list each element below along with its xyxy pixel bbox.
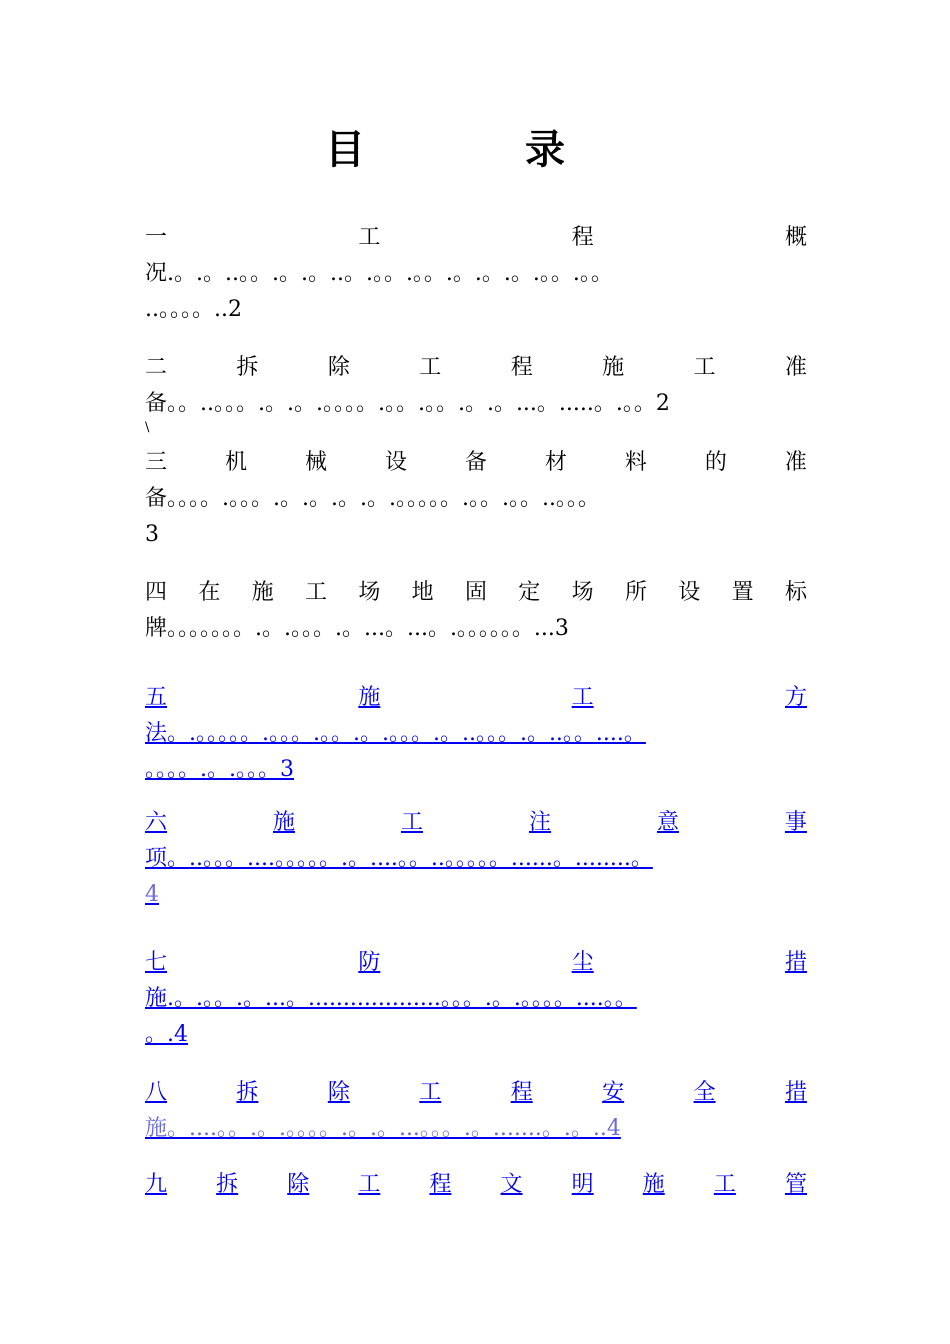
toc-entry-leader: 备。。。。.。。。.。.。.。.。.。。。。。.。。.。。..。。。 bbox=[145, 486, 600, 511]
heading-char: 的 bbox=[704, 450, 727, 475]
heading-char: 拆 bbox=[216, 1172, 239, 1197]
toc-entry-leader[interactable]: 项。..。。。....。。。。。.。....。。..。。。。。......。........。 bbox=[145, 846, 653, 871]
toc-entry bbox=[145, 350, 807, 422]
heading-char: 九 bbox=[145, 1172, 168, 1197]
toc-entry-link[interactable] bbox=[145, 1075, 807, 1147]
toc-entry-page[interactable]: 。。。。.。.。。。3 bbox=[145, 757, 294, 782]
heading-char: 材 bbox=[544, 450, 567, 475]
heading-char: 明 bbox=[571, 1172, 594, 1197]
heading-char: 全 bbox=[693, 1080, 716, 1105]
heading-char: 机 bbox=[224, 450, 247, 475]
toc-entry-heading bbox=[145, 220, 807, 256]
heading-char: 在 bbox=[198, 580, 221, 605]
heading-char: 措 bbox=[784, 1080, 807, 1105]
heading-char: 定 bbox=[518, 580, 541, 605]
heading-char: 地 bbox=[411, 580, 434, 605]
heading-char: 八 bbox=[145, 1080, 168, 1105]
toc-entry-heading[interactable] bbox=[145, 680, 807, 716]
toc-entry-leader: 牌。。。。。。。.。.。。。.。...。...。.。。。。。。...3 bbox=[145, 616, 569, 641]
toc-entry-heading[interactable] bbox=[145, 805, 807, 841]
heading-char: 械 bbox=[304, 450, 327, 475]
toc-entry-leader[interactable]: 施.。.。。.。...。...................。。。.。.。。。。....。。 bbox=[145, 986, 637, 1011]
heading-char: 备 bbox=[464, 450, 487, 475]
toc-entry-page[interactable]: 4 bbox=[145, 882, 159, 907]
heading-char: 措 bbox=[784, 950, 807, 975]
heading-char: 意 bbox=[656, 810, 679, 835]
heading-char: 施 bbox=[602, 355, 625, 380]
toc-entry-link[interactable] bbox=[145, 680, 807, 788]
heading-char: 工 bbox=[713, 1172, 736, 1197]
toc-entry-heading[interactable] bbox=[145, 1075, 807, 1111]
heading-char: 文 bbox=[500, 1172, 523, 1197]
heading-char: 施 bbox=[251, 580, 274, 605]
toc-entry-heading bbox=[145, 575, 807, 611]
heading-char: 概 bbox=[784, 225, 807, 250]
stray-mark: \ bbox=[145, 420, 150, 435]
heading-char: 施 bbox=[642, 1172, 665, 1197]
heading-char: 所 bbox=[624, 580, 647, 605]
toc-entry-leader[interactable]: 施。....。。.。.。。。。.。.。...。。。.。.......。.。..4 bbox=[145, 1116, 621, 1141]
toc-entry-heading[interactable] bbox=[145, 945, 807, 981]
heading-char: 尘 bbox=[571, 950, 594, 975]
heading-char: 方 bbox=[784, 685, 807, 710]
heading-char: 六 bbox=[145, 810, 168, 835]
toc-entry-link[interactable] bbox=[145, 805, 807, 913]
heading-char: 工 bbox=[419, 355, 442, 380]
heading-char: 除 bbox=[287, 1172, 310, 1197]
heading-char: 准 bbox=[784, 450, 807, 475]
toc-entry bbox=[145, 445, 807, 553]
heading-char: 施 bbox=[272, 810, 295, 835]
heading-char: 一 bbox=[145, 225, 168, 250]
heading-char: 料 bbox=[624, 450, 647, 475]
heading-char: 工 bbox=[571, 685, 594, 710]
heading-char: 七 bbox=[145, 950, 168, 975]
toc-entry-page[interactable]: 。.4 bbox=[145, 1022, 188, 1047]
heading-char: 工 bbox=[419, 1080, 442, 1105]
heading-char: 施 bbox=[358, 685, 381, 710]
toc-entry-link[interactable] bbox=[145, 1167, 807, 1203]
heading-char: 安 bbox=[602, 1080, 625, 1105]
toc-entry-leader: 备。。..。。。.。.。.。。。。.。。.。。.。.。...。.....。.。。2 bbox=[145, 391, 670, 416]
heading-char: 设 bbox=[678, 580, 701, 605]
heading-char: 固 bbox=[464, 580, 487, 605]
toc-entry-page: ..。。。。..2 bbox=[145, 297, 242, 322]
heading-char: 设 bbox=[384, 450, 407, 475]
toc-entry bbox=[145, 575, 807, 647]
heading-char: 四 bbox=[145, 580, 168, 605]
toc-entry-leader: 况.。.。..。。.。.。..。.。。.。。.。.。.。.。。.。。 bbox=[145, 261, 613, 286]
heading-char: 三 bbox=[145, 450, 168, 475]
heading-char: 置 bbox=[731, 580, 754, 605]
heading-char: 拆 bbox=[236, 1080, 259, 1105]
toc-entry-link[interactable] bbox=[145, 945, 807, 1053]
heading-char: 程 bbox=[571, 225, 594, 250]
toc-entry-page: 3 bbox=[145, 522, 159, 547]
heading-char: 工 bbox=[693, 355, 716, 380]
heading-char: 程 bbox=[510, 355, 533, 380]
heading-char: 五 bbox=[145, 685, 168, 710]
heading-char: 标 bbox=[784, 580, 807, 605]
heading-char: 工 bbox=[358, 1172, 381, 1197]
toc-entry-heading bbox=[145, 350, 807, 386]
heading-char: 事 bbox=[784, 810, 807, 835]
heading-char: 场 bbox=[571, 580, 594, 605]
heading-char: 场 bbox=[358, 580, 381, 605]
toc-entry-heading[interactable] bbox=[145, 1167, 807, 1203]
heading-char: 准 bbox=[784, 355, 807, 380]
page-title: 目 录 bbox=[325, 126, 625, 173]
heading-char: 工 bbox=[400, 810, 423, 835]
toc-entry-leader[interactable]: 法。.。。。。。.。。。.。。.。.。。。.。..。。。.。..。。....。 bbox=[145, 721, 646, 746]
heading-char: 工 bbox=[304, 580, 327, 605]
heading-char: 程 bbox=[510, 1080, 533, 1105]
toc-entry-heading bbox=[145, 445, 807, 481]
heading-char: 程 bbox=[429, 1172, 452, 1197]
toc-entry bbox=[145, 220, 807, 328]
heading-char: 除 bbox=[327, 1080, 350, 1105]
heading-char: 工 bbox=[358, 225, 381, 250]
heading-char: 防 bbox=[358, 950, 381, 975]
heading-char: 二 bbox=[145, 355, 168, 380]
heading-char: 注 bbox=[528, 810, 551, 835]
heading-char: 除 bbox=[327, 355, 350, 380]
heading-char: 拆 bbox=[236, 355, 259, 380]
heading-char: 管 bbox=[784, 1172, 807, 1197]
